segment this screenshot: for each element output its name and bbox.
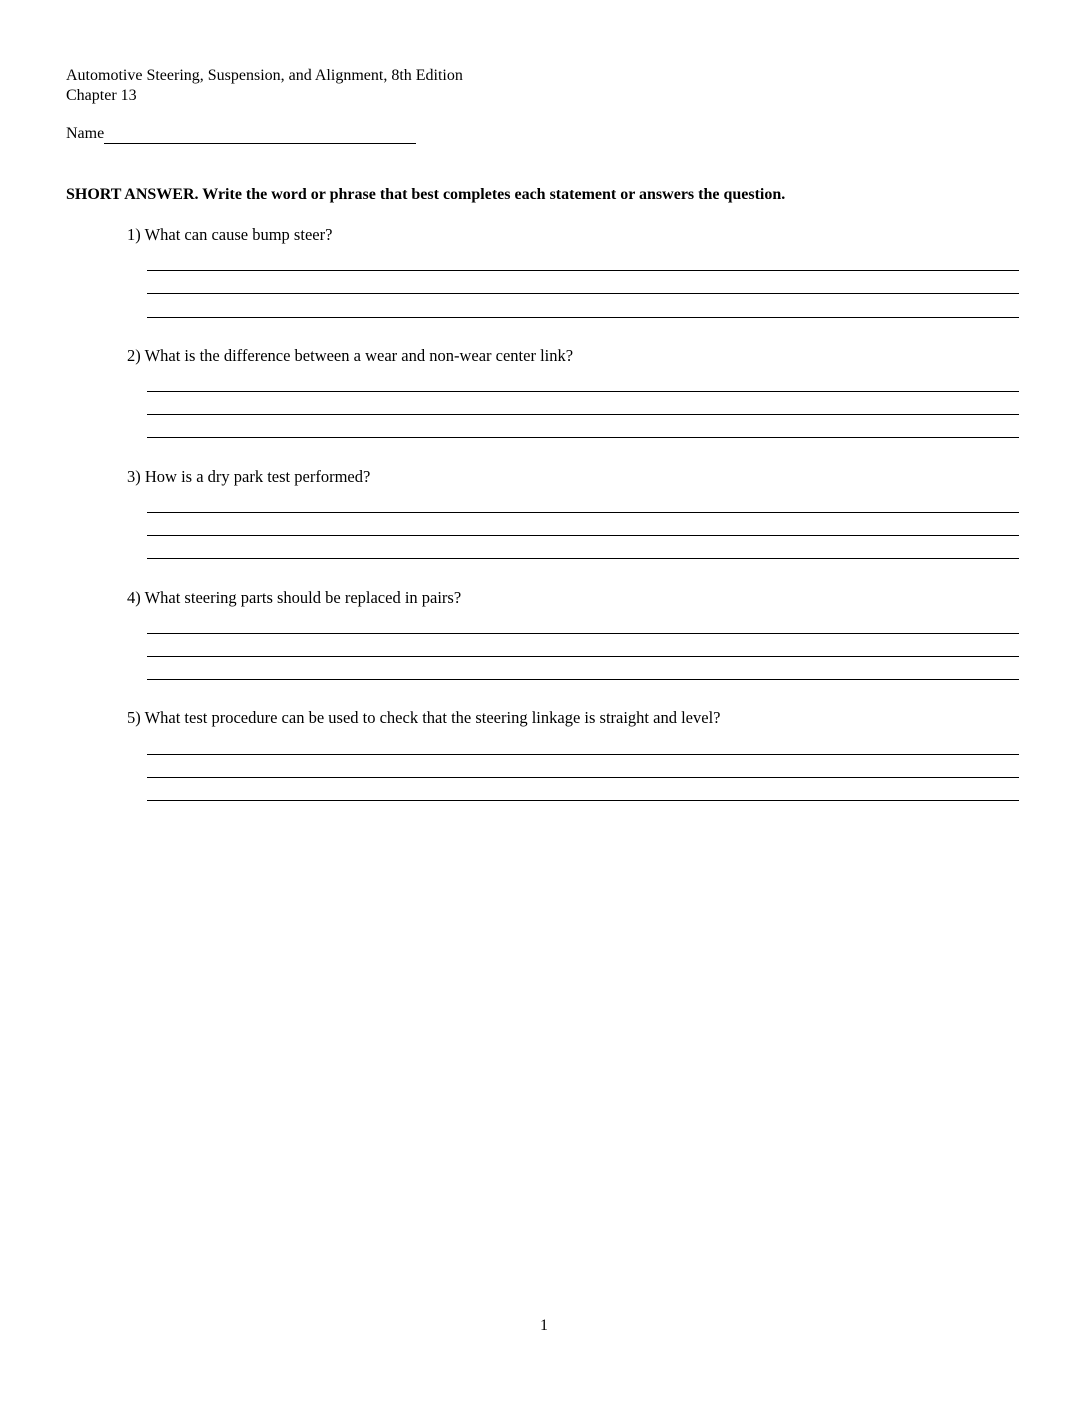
question-number: 1) (127, 225, 141, 244)
question-text (127, 588, 1019, 608)
question-prompt: How is a dry park test performed? (144, 467, 371, 486)
answer-line (147, 391, 1019, 392)
book-title: Automotive Steering, Suspension, and Alignment, 8th Edition (66, 67, 463, 84)
name-label: Name (66, 125, 105, 142)
question-prompt: What can cause bump steer? (144, 225, 333, 244)
page-number: 1 (540, 1317, 548, 1334)
answer-line (147, 414, 1019, 415)
answer-line (147, 800, 1019, 801)
answer-line (147, 679, 1019, 680)
answer-line (147, 535, 1019, 536)
question-prompt: What is the difference between a wear and non-wear center link? (144, 346, 574, 365)
chapter-label: Chapter 13 (66, 87, 137, 104)
section-instructions: SHORT ANSWER. Write the word or phrase that best completes each statement or answers the question. (66, 186, 786, 203)
question-text (127, 346, 1019, 366)
question-text (127, 467, 1019, 487)
answer-line (147, 512, 1019, 513)
answer-line (147, 754, 1019, 755)
name-blank-line (104, 125, 416, 144)
question-text (127, 225, 1019, 245)
answer-line (147, 558, 1019, 559)
document-header (66, 66, 463, 106)
answer-line (147, 777, 1019, 778)
question-number: 3) (127, 467, 141, 486)
answer-line (147, 270, 1019, 271)
answer-line (147, 293, 1019, 294)
question-4 (127, 588, 1019, 608)
question-2 (127, 346, 1019, 366)
answer-line (147, 437, 1019, 438)
question-3 (127, 467, 1019, 487)
answer-line (147, 656, 1019, 657)
question-prompt: What test procedure can be used to check that the steering linkage is straight and level? (144, 708, 721, 727)
question-text (127, 708, 1019, 728)
name-field-row (66, 124, 416, 144)
answer-line (147, 633, 1019, 634)
question-number: 2) (127, 346, 141, 365)
question-prompt: What steering parts should be replaced in pairs? (144, 588, 462, 607)
question-1 (127, 225, 1019, 245)
question-5 (127, 708, 1019, 728)
question-number: 5) (127, 708, 141, 727)
answer-line (147, 317, 1019, 318)
question-number: 4) (127, 588, 141, 607)
